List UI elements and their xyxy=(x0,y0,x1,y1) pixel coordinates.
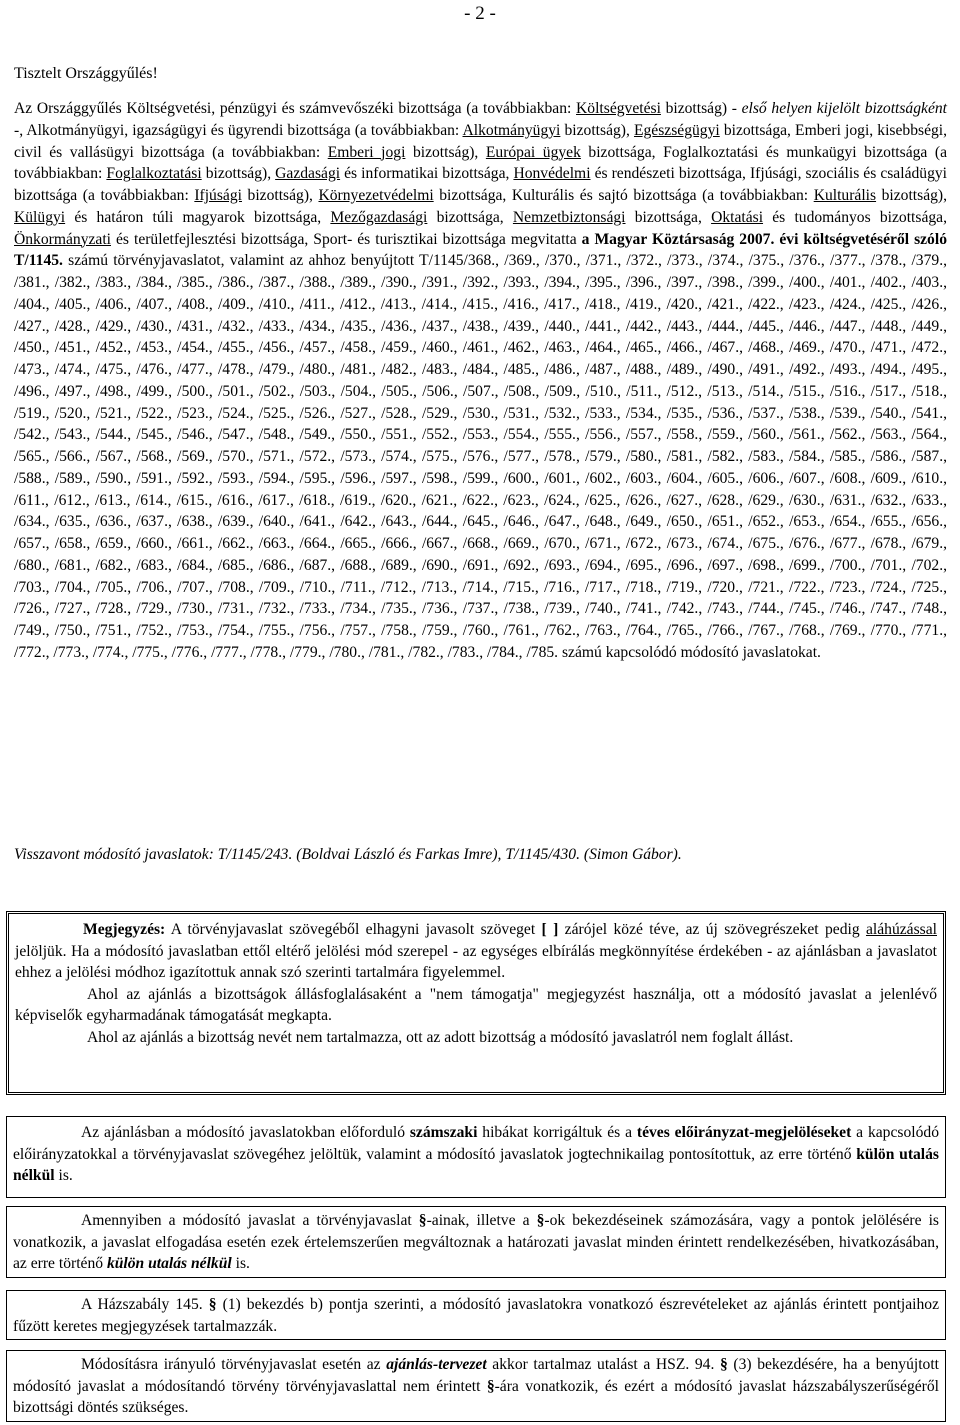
intro-text: és rendészeti bizottsága, Ifjúsági, szociális és családügyi bizottsága (a továbbiakban: xyxy=(14,165,948,204)
committee-short-name: Egészségügyi xyxy=(633,121,720,139)
box-text: (3) bekezdésére, ha a benyújtott módosító javaslat a módosítandó törvény törvényjavaslattal nem érintett xyxy=(13,1356,939,1395)
greeting: Tisztelt Országgyűlés! xyxy=(14,65,158,82)
correction-paragraph xyxy=(13,1122,939,1187)
committee-short-name: Önkormányzati xyxy=(14,230,111,248)
intro-text: bizottsága, xyxy=(427,208,513,226)
section-sign: § xyxy=(536,1212,545,1229)
bold-italic-term: ajánlás-tervezet xyxy=(386,1356,487,1373)
bold-term: számszaki xyxy=(409,1124,478,1141)
box-text: A Házszabály 145. xyxy=(81,1296,209,1313)
box-text: (1) bekezdés b) pontja szerinti, a módosító javaslatokra vonatkozó észrevételeket az ajánlás érintett pontjaihoz fűzött keretes megjegyzések tartalmazzák. xyxy=(13,1296,940,1335)
note-box xyxy=(6,911,946,1095)
rules-box xyxy=(6,1290,946,1340)
box-text: Amennyiben a módosító javaslat a törvényjavaslat xyxy=(81,1212,419,1229)
intro-text: bizottság), xyxy=(201,165,276,183)
committee-short-name: Foglalkoztatási xyxy=(106,165,202,183)
box-text: -ára vonatkozik, és ezért a módosító javaslat házszabályszerűségéről bizottsági döntés szükséges. xyxy=(13,1377,939,1417)
draft-paragraph xyxy=(13,1354,939,1419)
committee-short-name: Emberi jogi xyxy=(327,143,406,161)
intro-text: bizottság), xyxy=(405,143,486,161)
box-text: hibákat korrigáltuk és a xyxy=(477,1124,637,1141)
intro-text: és tudományos bizottsága, xyxy=(763,208,947,226)
intro-text: bizottsága, Emberi jogi, kisebbségi, civil és vallásügyi bizottsága (a továbbiakban: xyxy=(14,121,948,161)
intro-text: bizottsága, Foglalkoztatási és munkaügyi bizottsága (a továbbiakban: xyxy=(14,143,947,183)
note-text: zárójel közé téve, az új szövegrészeket pedig xyxy=(558,921,866,938)
rules-paragraph xyxy=(13,1294,939,1337)
underline-example: aláhúzással xyxy=(865,921,937,938)
amendment-list: számú törvényjavaslatot, valamint az ahhoz benyújtott T/1145/368., /369., /370., /371., /372., /373., /374., /375., /376., /377., /378., /379., /381., /382., /383., /384., /385., /386., /387., /388., /389., /390., /391., /392., /393., /394., /395., /396., /397., /398., /399., /400., /401., /402., /403., /404., /405., /406., /407., /408., /409., /410., /411., /412., /413., /414., /415., /416., /417., /418., /419., /420., /421., /422., /423., /424., /425., /426., /427., /428., /429., /430., /431., /432., /433., /434., /435., /436., /437., /438., /439., /440., /441., /442., /443., /444., /445., /446., /447., /448., /449., /450., /451., /452., /453., /454., /455., /456., /457., /458., /459., /460., /461., /462., /463., /464., /465., /466., /467., /468., /469., /470., /471., /472., /473., /474., /475., /476., /477., /478., /479., /480., /481., /482., /483., /484., /485., /486., /487., /488., /489., /490., /491., /492., /493., /494., /495., /496., /497., /498., /499., /500., /501., /502., /503., /504., /505., /506., /507., /508., /509., /510., /511., /512., /513., /514., /515., /516., /517., /518., /519., /520., /521., /522., /523., /524., /525., /526., /527., /528., /529., /530., /531., /532., /533., /534., /535., /536., /537., /538., /539., /540., /541., /542., /543., /544., /545., /546., /547., /548., /549., /550., /551., /552., /553., /554., /555., /556., /557., /558., /559., /560., /561., /562., /563., /564., /565., /566., /567., /568., /569., /570., /571., /572., /573., /574., /575., /576., /577., /578., /579., /580., /581., /582., /583., /584., /585., /586., /587., /588., /589., /590., /591., /592., /593., /594., /595., /596., /597., /598., /599., /600., /601., /602., /603., /604., /605., /606., /607., /608., /609., /610., /611., /612., /613., /614., /615., /616., /617., /618., /619., /620., /621., /622., /623., /624., /625., /626., /627., /628., /629., /630., /631., /632., /633., /634., /635., /636., /637., /638., /639., /640., /641., /642., /643., /644., /645., /646., /647., /648., /649., /650., /651., /652., /653., /654., /655., /656., /657., /658., /659., /660., /661., /662., /663., /664., /665., /666., /667., /668., /669., /670., /671., /672., /673., /674., /675., /676., /677., /678., /679., /680., /681., /682., /683., /684., /685., /686., /687., /688., /689., /690., /691., /692., /693., /694., /695., /696., /697., /698., /699., /700., /701., /702., /703., /704., /705., /706., /707., /708., /709., /710., /711., /712., /713., /714., /715., /716., /717., /718., /719., /720., /721., /722., /723., /724., /725., /726., /727., /728., /729., /730., /731., /732., /733., /734., /735., /736., /737., /738., /739., /740., /741., /742., /743., /744., /745., /746., /747., /748., /749., /750., /751., /752., /753., /754., /755., /756., /757., /758., /759., /760., /761., /762., /763., /764., /765., /766., /767., /768., /769., /770., /771., /772., /773., /774., /775., /776., /777., /778., /779., /780., /781., /782., /783., /784., /785. számú kapcsolódó módosító javaslatokat. xyxy=(14,252,947,661)
draft-box xyxy=(6,1350,946,1422)
section-sign: § xyxy=(418,1212,427,1229)
correction-box xyxy=(6,1116,946,1198)
box-text: is. xyxy=(231,1255,250,1273)
box-text: akkor tartalmaz utalást a HSZ. 94. xyxy=(486,1356,720,1373)
bracket-symbol: [ ] xyxy=(541,921,559,938)
committee-short-name: Nemzetbiztonsági xyxy=(512,208,626,226)
committee-short-name: Alkotmányügyi xyxy=(462,121,561,139)
box-text: a kapcsolódó előirányzatokkal a törvényjavaslat szövegéhez jelöltük, valamint a módosító javaslatok jogtechnikailag pontosítottuk, az erre történő xyxy=(13,1124,939,1163)
committee-short-name: Külügyi xyxy=(14,208,66,226)
page-number: - 2 - xyxy=(464,3,496,24)
box-text: Az ajánlásban a módosító javaslatokban előforduló xyxy=(81,1124,410,1141)
note-text: A törvényjavaslat szövegéből elhagyni javasolt szöveget xyxy=(165,921,542,938)
box-text: is. xyxy=(54,1167,73,1185)
note-text: jelöljük. Ha a módosító javaslatban ettől eltérő jelölési mód szerepel - az egységes elbírálás megkönnyítése érdekében - az ajánlásban a javaslatot ehhez a jelölési módhoz igazítottuk annak szó szerinti tartalmára figyelemmel. xyxy=(15,942,937,982)
note-paragraph-3: Ahol az ajánlás a bizottság nevét nem tartalmazza, ott az adott bizottság a módosító javaslatról nem foglalt állást. xyxy=(87,1028,794,1046)
withdrawn-amendments: Visszavont módosító javaslatok: T/1145/243. (Boldvai László és Farkas Imre), T/1145/430. (Simon Gábor). xyxy=(14,846,682,863)
committee-short-name: Környezetvédelmi xyxy=(318,187,434,204)
intro-paragraph xyxy=(14,98,947,664)
intro-text: és határon túli magyarok bizottsága, xyxy=(65,208,331,226)
intro-text: és területfejlesztési bizottsága, Sport- és turisztikai bizottsága megvitatta xyxy=(111,230,582,248)
section-sign: § xyxy=(486,1377,495,1395)
numbering-box xyxy=(6,1206,946,1278)
committee-short-name: Gazdasági xyxy=(275,165,341,183)
committee-short-name: Költségvetési xyxy=(576,100,661,117)
note-paragraph-2: Ahol az ajánlás a bizottságok állásfoglalásaként a "nem támogatja" megjegyzést használja, ott a módosító javaslat a jelenlévő képviselők egyharmadának támogatását megkapta. xyxy=(15,985,937,1025)
intro-text: Az Országgyűlés Költségvetési, pénzügyi és számvevőszéki bizottsága (a továbbiakban: xyxy=(14,100,577,117)
committee-short-name: Mezőgazdasági xyxy=(330,208,428,226)
intro-text: bizottság), xyxy=(241,187,319,204)
box-text: -ok bekezdéseinek számozására, vagy a pontok jelölésére is vonatkozik, a javaslat elfogadása esetén ezek értelemszerűen megváltoznak a határozati javaslat minden érintett rendelkezésében, hivatkozásában, az erre történő xyxy=(13,1212,939,1273)
committee-short-name: Ifjúsági xyxy=(194,187,242,204)
note-label: Megjegyzés: xyxy=(83,921,166,938)
section-sign: § xyxy=(208,1296,217,1313)
intro-text: bizottsága, Kulturális és sajtó bizottsága (a továbbiakban: xyxy=(433,187,814,204)
bold-term: külön utalás nélkül xyxy=(13,1145,940,1185)
committee-short-name: Kulturális xyxy=(813,187,877,204)
intro-text: bizottság) - xyxy=(660,100,742,117)
intro-text: bizottsága, xyxy=(625,208,712,226)
bill-title: a Magyar Köztársaság 2007. évi költségvetéséről szóló T/1145. xyxy=(14,230,947,270)
intro-text: és informatikai bizottsága, xyxy=(340,165,514,183)
committee-short-name: Európai ügyek xyxy=(485,143,581,161)
committee-short-name: Honvédelmi xyxy=(513,165,591,183)
section-sign: § xyxy=(719,1356,728,1373)
first-designated-note: első helyen kijelölt bizottságként xyxy=(741,100,948,117)
bold-italic-term: külön utalás nélkül xyxy=(106,1255,232,1273)
box-text: -ainak, illetve a xyxy=(426,1212,537,1229)
committee-short-name: Oktatási xyxy=(711,208,764,226)
note-paragraph-1 xyxy=(15,919,937,984)
intro-text: -, Alkotmányügyi, igazságügyi és ügyrendi bizottsága (a továbbiakban: xyxy=(14,121,463,139)
intro-text: bizottság), xyxy=(876,187,948,204)
bold-term: téves előirányzat-megjelöléseket xyxy=(636,1124,852,1141)
intro-text: bizottság), xyxy=(560,121,634,139)
numbering-paragraph xyxy=(13,1210,939,1275)
box-text: Módosításra irányuló törvényjavaslat esetén az xyxy=(81,1356,387,1373)
